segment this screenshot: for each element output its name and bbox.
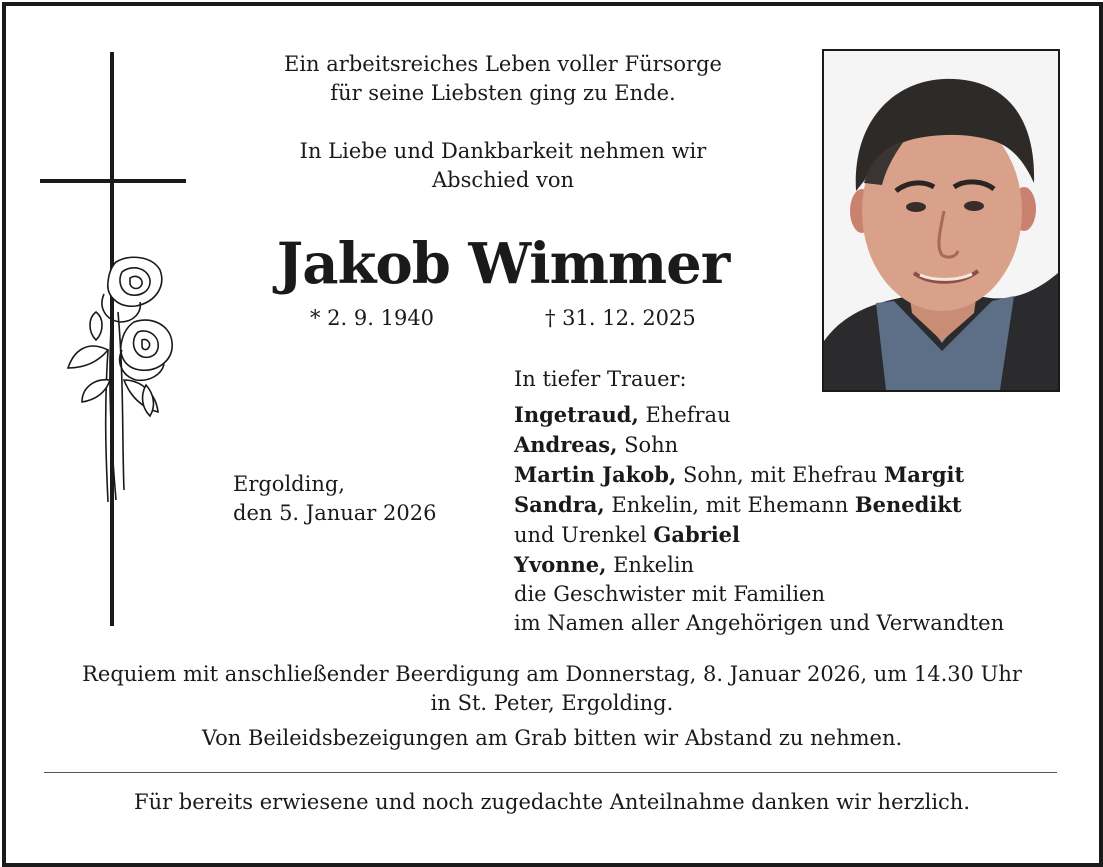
mourner-row xyxy=(514,520,1004,550)
portrait-photo xyxy=(822,49,1060,392)
mourner-name: Ingetraud, xyxy=(514,402,639,427)
mourner-relation: Enkelin, mit Ehemann xyxy=(604,493,855,517)
deceased-name: Jakob Wimmer xyxy=(276,231,730,297)
intro-line-4: Abschied von xyxy=(432,168,574,192)
place-line: Ergolding, xyxy=(233,472,345,496)
requiem-info xyxy=(30,660,1074,753)
mourners-heading: In tiefer Trauer: xyxy=(514,367,687,391)
intro-line-2: für seine Liebsten ging zu Ende. xyxy=(330,81,676,105)
mourner-row xyxy=(514,490,1004,520)
mourner-relation: Sohn xyxy=(617,433,679,457)
mourner-row: die Geschwister mit Familien xyxy=(514,582,826,606)
mourner-row xyxy=(514,430,1004,460)
mourner-row xyxy=(514,460,1004,490)
death-date: † 31. 12. 2025 xyxy=(545,306,696,330)
cross-with-roses-icon xyxy=(38,50,188,630)
intro-line-3: In Liebe und Dankbarkeit nehmen wir xyxy=(299,139,707,163)
intro-line-1: Ein arbeitsreiches Leben voller Fürsorge xyxy=(284,52,722,76)
mourner-name: Yvonne, xyxy=(514,552,607,577)
birth-date: * 2. 9. 1940 xyxy=(310,306,435,330)
mourner-name: Sandra, xyxy=(514,492,605,517)
portrait-illustration xyxy=(824,51,1058,390)
requiem-line-2: in St. Peter, Ergolding. xyxy=(430,691,674,715)
mourners-list xyxy=(514,365,1004,638)
mourner-relation: Sohn, mit Ehefrau xyxy=(676,463,884,487)
place-and-date xyxy=(233,470,436,528)
mourner-row: im Namen aller Angehörigen und Verwandten xyxy=(514,611,1005,635)
mourner-spouse-name: Benedikt xyxy=(854,492,962,517)
mourner-relation: Enkelin xyxy=(606,553,695,577)
mourner-relation: Ehefrau xyxy=(638,403,731,427)
mourner-name: Martin Jakob, xyxy=(514,462,677,487)
requiem-line-1: Requiem mit anschließender Beerdigung am Donnerstag, 8. Januar 2026, um 14.30 Uhr xyxy=(82,662,1022,686)
mourner-name: Gabriel xyxy=(653,522,741,547)
mourner-relation: und Urenkel xyxy=(514,523,654,547)
intro-text xyxy=(230,50,776,195)
mourner-row xyxy=(514,400,1004,430)
mourner-name: Andreas, xyxy=(514,432,618,457)
date-line: den 5. Januar 2026 xyxy=(233,501,437,525)
mourner-row xyxy=(514,550,1004,580)
mourner-spouse-name: Margit xyxy=(883,462,965,487)
thanks-line: Für bereits erwiesene und noch zugedachte Anteilnahme danken wir herzlich. xyxy=(134,790,970,814)
rose-bouquet-icon xyxy=(68,257,172,502)
divider xyxy=(44,772,1057,773)
condolence-note: Von Beileidsbezeigungen am Grab bitten wir Abstand zu nehmen. xyxy=(201,726,903,750)
